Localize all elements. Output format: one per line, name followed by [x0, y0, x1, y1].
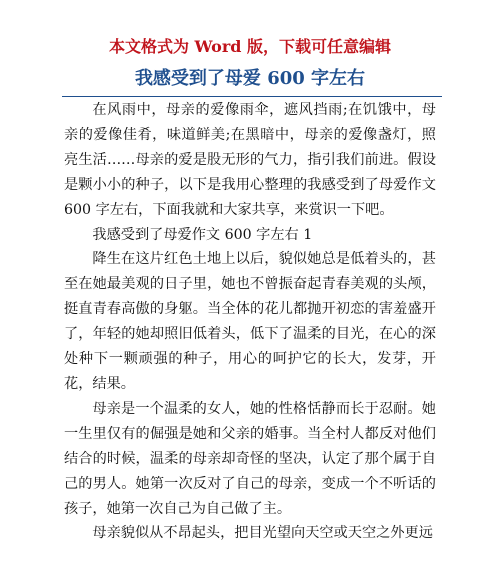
paragraph-gaze: 母亲貌似从不昂起头，把目光望向天空或天空之外更远 — [92, 525, 433, 542]
article-body — [64, 98, 436, 546]
page-title: 我感受到了母爱 600 字左右 — [134, 68, 366, 89]
paragraph-intro: 在风雨中，母亲的爱像雨伞，遮风挡雨;在饥饿中，母亲的爱像佳肴，味道鲜美;在黑暗中，母亲的爱像盏灯，照亮生活……母亲的爱是股无形的气力，指引我们前进。假设是颗小小的种子，以下是我用心整理的我感受到了母爱作文 600 字左右，下面我就和大家共享，来赏识一下吧。 — [64, 102, 436, 218]
format-banner: 本文格式为 Word 版，下载可任意编辑 — [108, 37, 392, 56]
title-divider — [62, 96, 442, 97]
paragraph-birth: 降生在这片红色土地上以后，貌似她总是低着头的，甚至在她最美观的日子里，她也不曾振奋起青春美观的头颅，挺直青春高傲的身躯。当全体的花儿都抛开初恋的害羞盛开了，年轻的她却照旧低着头，低下了温柔的目光，在心的深处种下一颗顽强的种子，用心的呵护它的长大，发芽，开花，结果。 — [64, 251, 436, 392]
paragraph-marriage: 母亲是一个温柔的女人，她的性格恬静而长于忍耐。她一生里仅有的倔强是她和父亲的婚事。当全村人都反对他们结合的时候，温柔的母亲却奇怪的坚决，认定了那个属于自己的男人。她第一次反对了自己的母亲，变成一个不听话的孩子，她第一次自己为自己做了主。 — [64, 400, 436, 517]
section-heading: 我感受到了母爱作文 600 字左右 1 — [92, 226, 313, 243]
